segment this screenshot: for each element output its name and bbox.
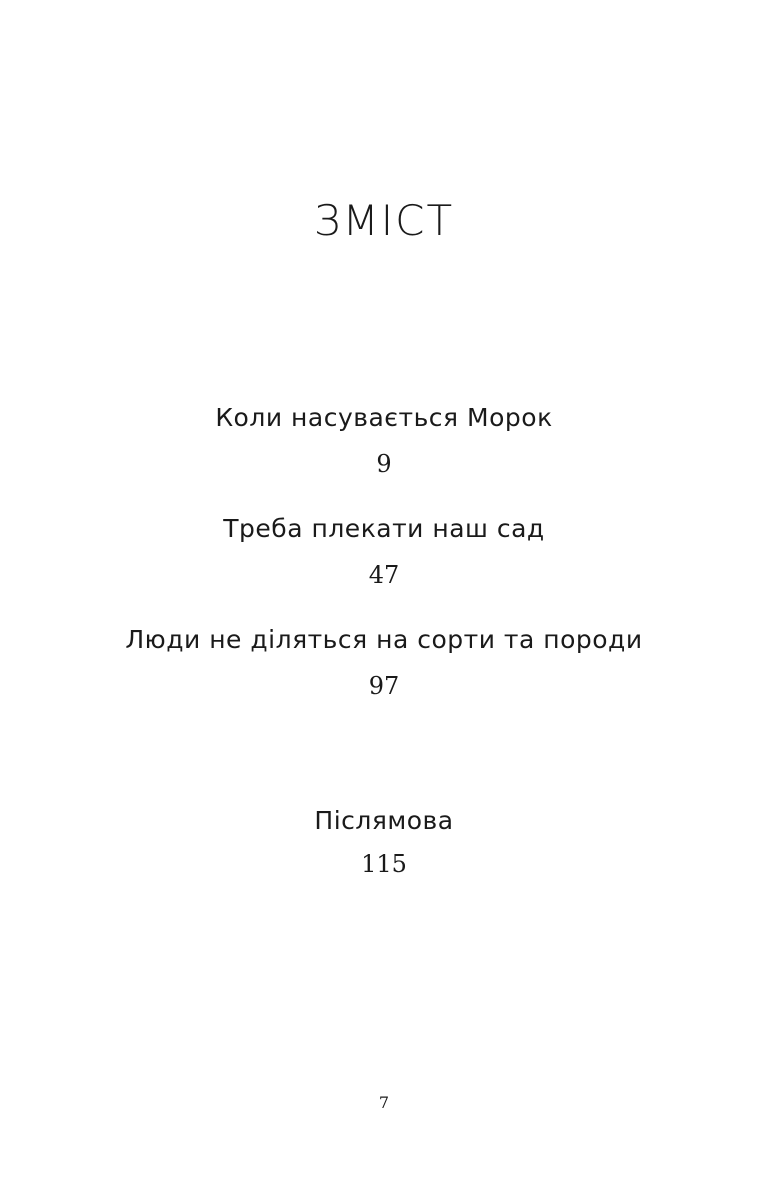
toc-entry-page: 9 bbox=[376, 450, 392, 478]
toc-entry-title: Післямова bbox=[314, 806, 454, 835]
toc-entry-page: 115 bbox=[361, 850, 407, 878]
toc-entry-title: Коли насувається Морок bbox=[215, 403, 553, 432]
page-number: 7 bbox=[378, 1093, 390, 1112]
toc-entry-title: Люди не діляться на сорти та породи bbox=[125, 625, 643, 654]
toc-entry-title: Треба плекати наш сад bbox=[223, 514, 545, 543]
contents-heading: ЗМІСТ bbox=[313, 196, 455, 245]
toc-entry-page: 47 bbox=[368, 561, 400, 589]
toc-entry-page: 97 bbox=[368, 672, 400, 700]
